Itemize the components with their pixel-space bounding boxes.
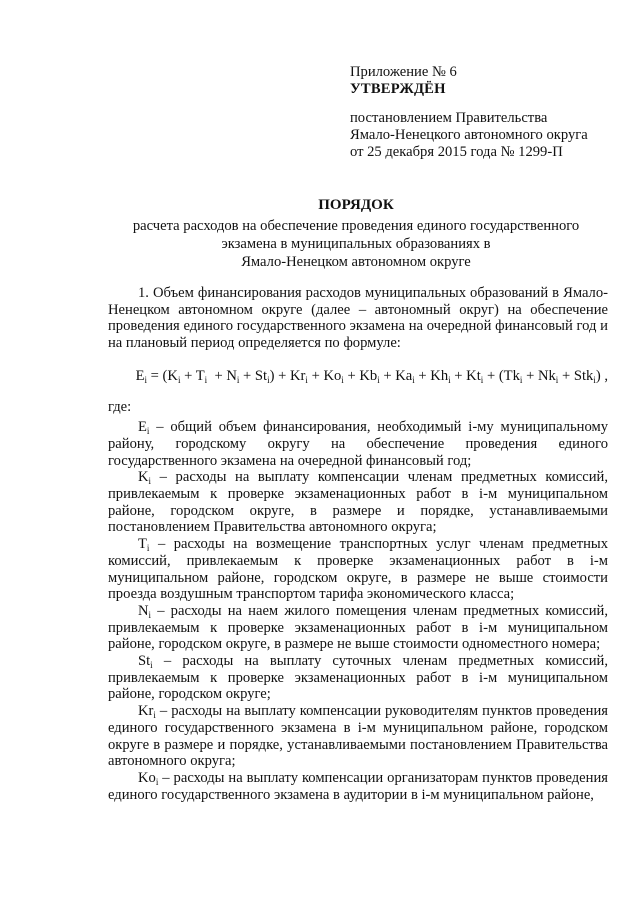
definition-n: $N_i$ – расходы на наем жилого помещения членам предметных комиссий, привлекаемым к проверке экзаменационных работ в i-м муниципальном районе, городском округе, в размере не выше стоимости одноместного номера;	[108, 602, 608, 653]
appendix-number: Приложение № 6	[350, 64, 457, 80]
approval-line-2: Ямало-Ненецкого автономного округа	[350, 127, 588, 143]
approval-block	[350, 64, 588, 161]
document-title	[96, 196, 616, 271]
symbol: T	[138, 536, 147, 553]
symbol: N	[138, 602, 149, 619]
approval-spacer	[350, 98, 588, 110]
document-body	[108, 285, 608, 803]
definition-e: $E_i$ – общий объем финансирования, необходимый i-му муниципальному району, городскому округу на обеспечение проведения единого государственного экзамена на очередной финансовый год;	[108, 419, 608, 469]
approved-stamp: УТВЕРЖДЁН	[350, 81, 446, 97]
title-line-3: Ямало-Ненецком автономном округе	[241, 254, 471, 270]
definition-st: $St_i$ – расходы на выплату суточных членам предметных комиссий, привлекаемым к проверке экзаменационных работ в i-м муниципальном районе, городском округе;	[108, 653, 608, 703]
definition-text: – расходы на выплату суточных членам предметных комиссий, привлекаемым к проверке экзаменационных работ в i-м муниципальном районе, городском округе;	[108, 653, 608, 703]
approval-line-3: от 25 декабря 2015 года № 1299-П	[350, 144, 563, 160]
definition-text: – общий объем финансирования, необходимый i-му муниципальному району, городскому округу на обеспечение проведения единого государственного экзамена на очередной финансовый год;	[108, 419, 608, 469]
symbol: E	[138, 419, 147, 436]
definition-k: $K_i$ – расходы на выплату компенсации членам предметных комиссий, привлекаемым к проверке экзаменационных работ в i-м муниципальном районе, городском округе, в размере и порядке, устанавливаемыми постановлением Правительства автономного округа;	[108, 469, 608, 536]
definition-text: – расходы на выплату компенсации организаторам пунктов проведения единого государственного экзамена в аудитории в i-м муниципальном районе,	[108, 769, 608, 803]
approval-line-1: постановлением Правительства	[350, 110, 548, 126]
definition-ko: $Ko_i$ – расходы на выплату компенсации организаторам пунктов проведения единого государственного экзамена в аудитории в i-м муниципальном районе,	[108, 769, 608, 803]
definition-text: – расходы на выплату компенсации руководителям пунктов проведения единого государственного экзамена в i-м муниципальном районе, городском округе в размере и порядке, устанавливаемыми постановлением Правительства автономного округа;	[108, 703, 608, 770]
formula: $E_i = (K_i + T_i + N_i + St_i) + Kr_i + Ko_i + Kb_i + Ka_i + Kh_i + Kt_i + (Tk_i + Nk_i + Stk_i)$ ,	[135, 367, 608, 385]
definition-kr: $Kr_i$ – расходы на выплату компенсации руководителям пунктов проведения единого государственного экзамена в i-м муниципальном районе, городском округе в размере и порядке, устанавливаемыми постановлением Правительства автономного округа;	[108, 703, 608, 770]
title-heading: ПОРЯДОК	[318, 197, 394, 213]
symbol: K	[138, 469, 149, 486]
symbol: Ko	[138, 769, 156, 786]
title-line-2: экзамена в муниципальных образованиях в	[221, 236, 491, 252]
symbol: St	[138, 653, 151, 670]
definition-text: – расходы на возмещение транспортных услуг членам предметных комиссий, привлекаемым к проверке экзаменационных работ в i-м муниципальном районе, городском округе, в размере не выше стоимости проезда воздушным транспортом тарифа экономического класса;	[108, 536, 608, 603]
definition-text: – расходы на наем жилого помещения членам предметных комиссий, привлекаемым к проверке экзаменационных работ в i-м муниципальном районе, городском округе, в размере не выше стоимости одноместного номера;	[108, 602, 608, 653]
where-label: где:	[108, 398, 132, 415]
definition-text: – расходы на выплату компенсации членам предметных комиссий, привлекаемым к проверке экзаменационных работ в i-м муниципальном районе, городском округе, в размере и порядке, устанавливаемыми постановлением Правительства автономного округа;	[108, 469, 608, 536]
definition-t: $T_i$ – расходы на возмещение транспортных услуг членам предметных комиссий, привлекаемым к проверке экзаменационных работ в i-м муниципальном районе, городском округе, в размере не выше стоимости проезда воздушным транспортом тарифа экономического класса;	[108, 536, 608, 603]
title-line-1: расчета расходов на обеспечение проведения единого государственного	[132, 218, 580, 234]
intro-paragraph: 1. Объем финансирования расходов муниципальных образований в Ямало-Ненецком автономном округе (далее – автономный округ) на обеспечение проведения единого государственного экзамена на очередной финансовый год и на плановый период определяется по формуле:	[108, 285, 608, 352]
symbol: Kr	[138, 703, 154, 720]
